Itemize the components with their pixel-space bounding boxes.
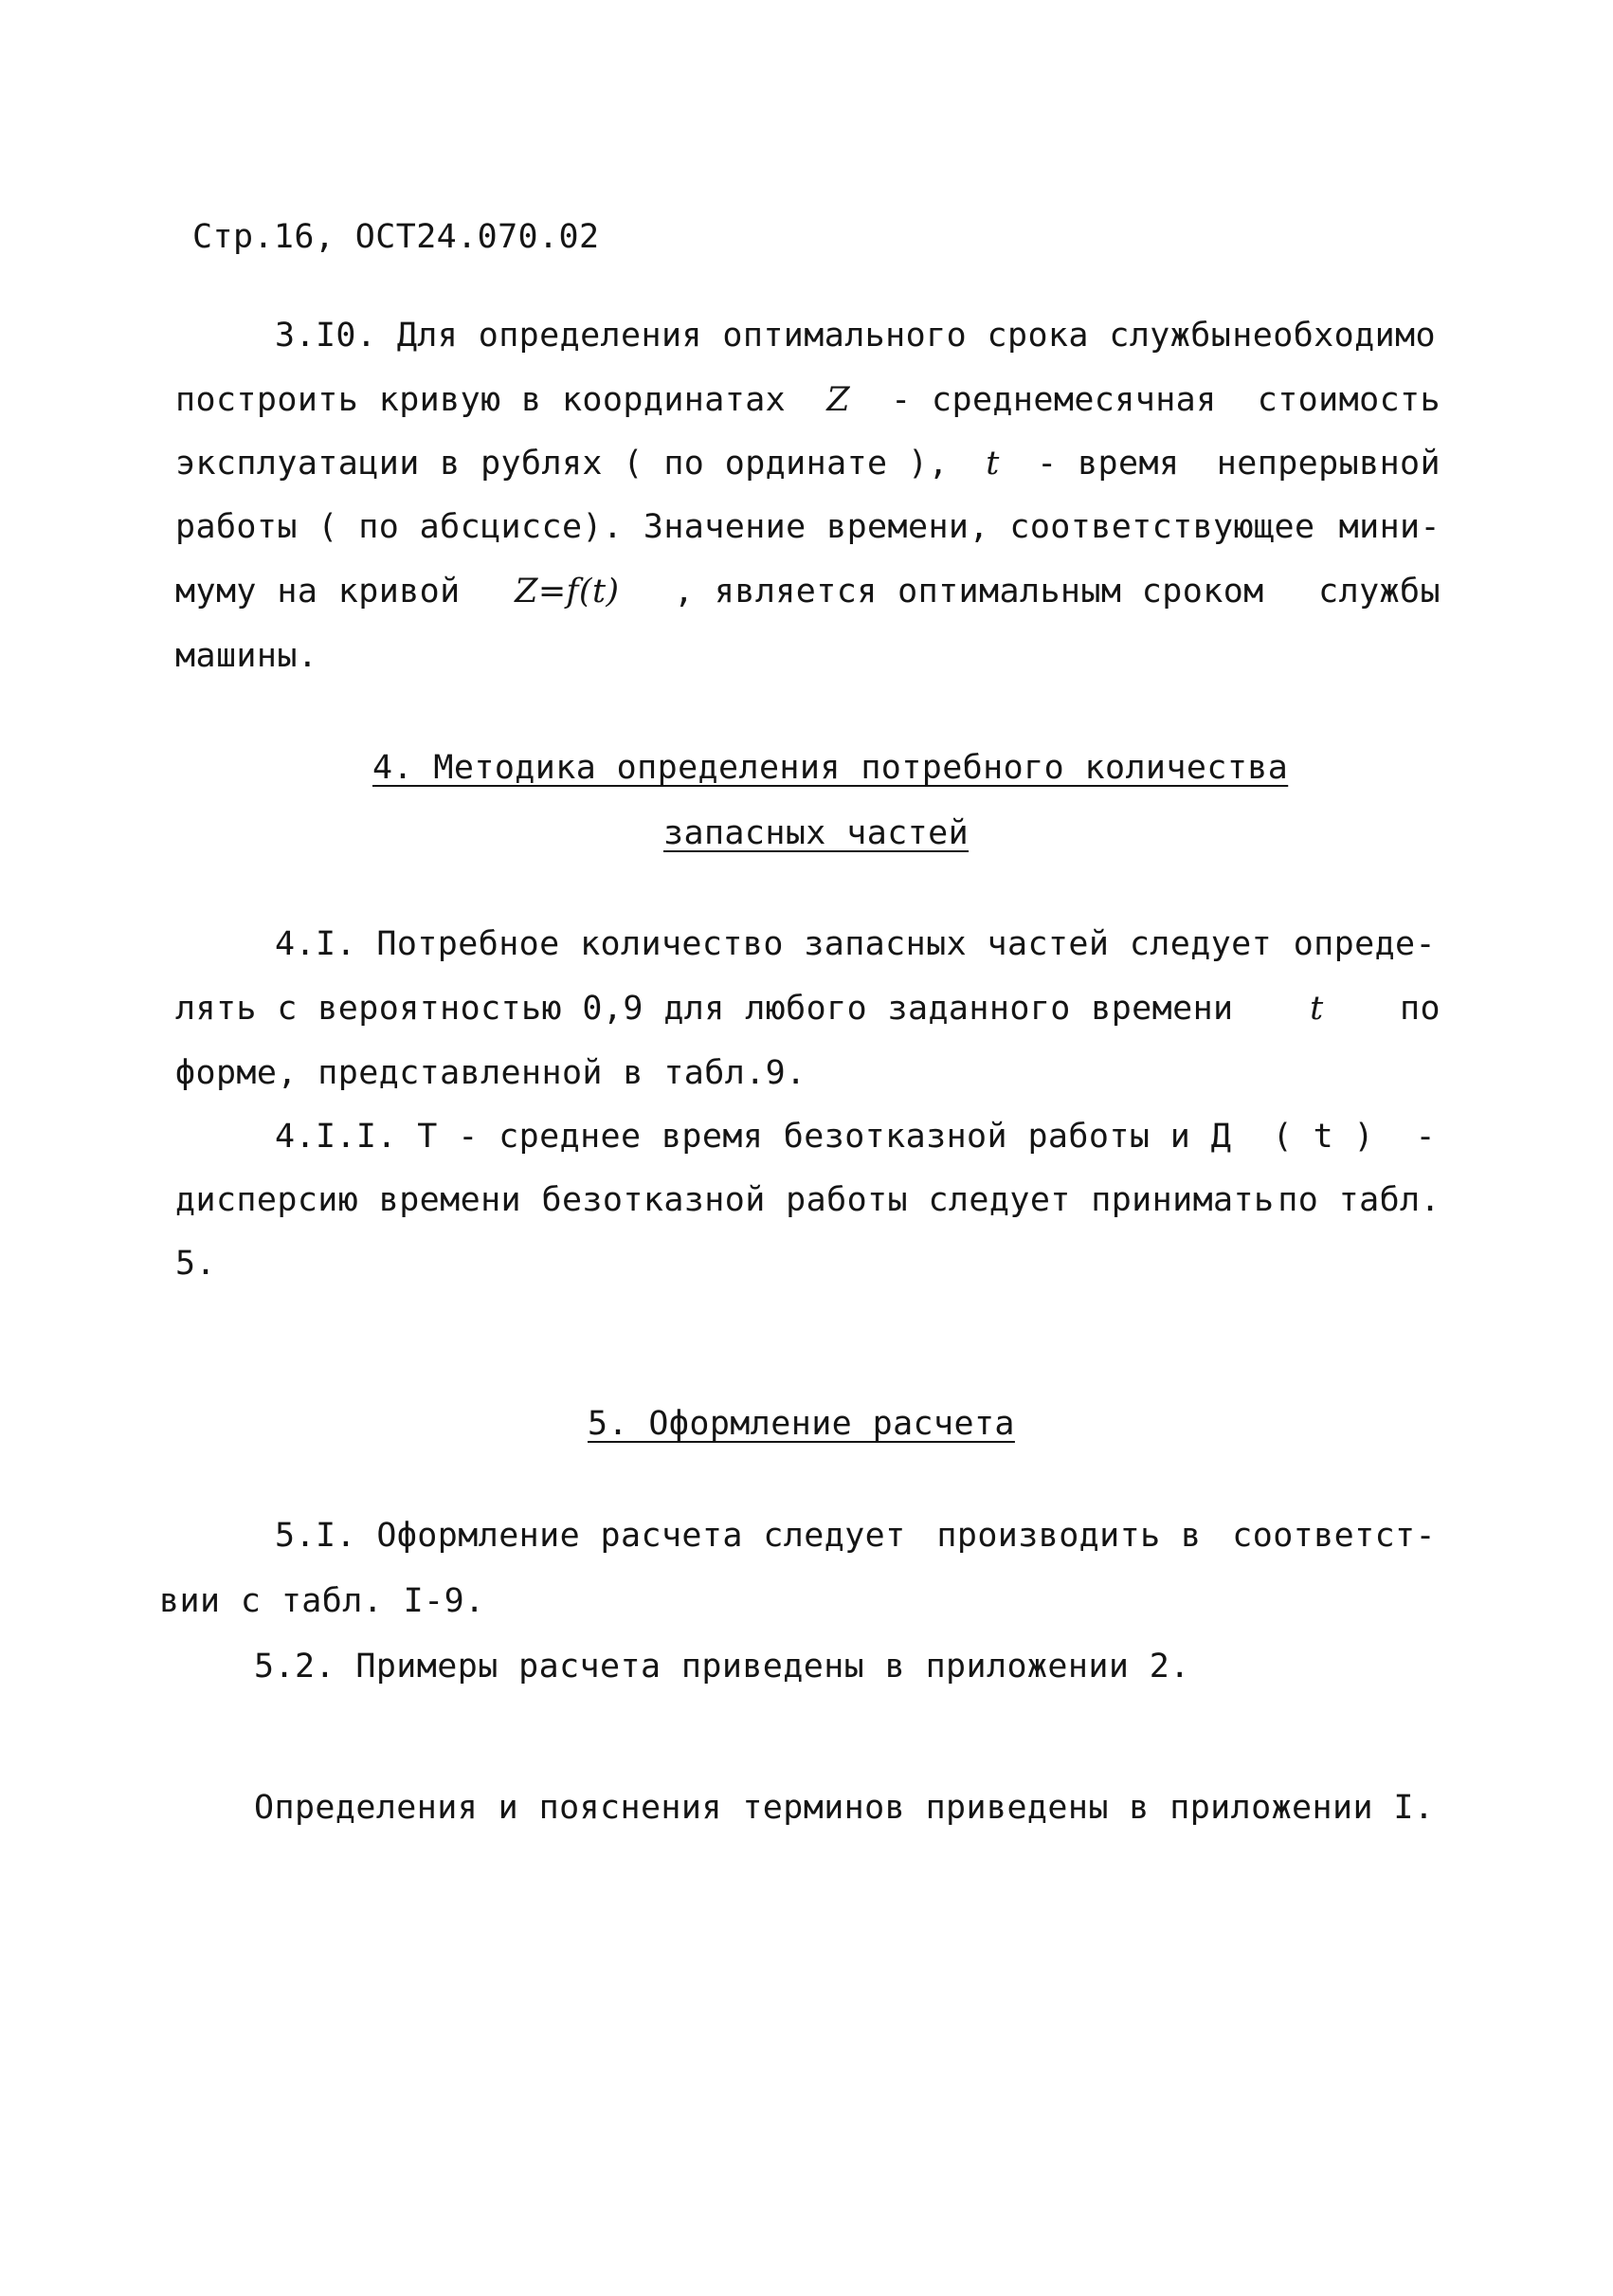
paragraph-3-10-line-6: машины. [175, 637, 318, 675]
paragraph-4-1-1-line-3: 5. [175, 1245, 216, 1283]
formula-z-f-t: Z=f(t) [515, 573, 620, 610]
symbol-t: t [1310, 990, 1324, 1028]
section-4-title-line-1: 4. Методика определения потребного количества [372, 749, 1289, 787]
dispersion-argument: ( t ) [1272, 1118, 1375, 1156]
terms-note: Определения и пояснения терминов приведены в приложении I. [254, 1789, 1435, 1827]
paragraph-4-1-line-2: лять с вероятностью 0,9 для любого заданного времени t по [175, 990, 1441, 1028]
paragraph-4-1-line-3: форме, представленной в табл.9. [175, 1054, 806, 1092]
page-reference: Стр.16, ОСТ24.070.02 [192, 218, 600, 256]
paragraph-5-1-line-1: 5.I. Оформление расчета следует производить в соответст- [275, 1517, 1436, 1555]
paragraph-4-1-line-1: 4.I. Потребное количество запасных частей следует опреде- [275, 925, 1436, 963]
paragraph-3-10-line-5: муму на кривой Z=f(t) , является оптимальным сроком службы [175, 573, 1441, 610]
paragraph-5-2: 5.2. Примеры расчета приведены в приложении 2. [254, 1648, 1190, 1686]
paragraph-5-1-line-2: вии с табл. I-9. [159, 1582, 485, 1620]
section-5-title: 5. Оформление расчета [588, 1405, 1015, 1443]
paragraph-3-10-line-1: 3.I0. Для определения оптимального срока службы необходимо [275, 317, 1436, 355]
paragraph-4-1-1-line-1: 4.I.I. Т - среднее время безотказной работы и Д ( t ) - [275, 1118, 1436, 1156]
section-4-title-line-2: запасных частей [663, 814, 970, 852]
paragraph-4-1-1-line-2: дисперсию времени безотказной работы следует принимать по табл. [175, 1181, 1441, 1219]
paragraph-3-10-line-4: работы ( по абсциссе). Значение времени, соответствующее мини- [175, 508, 1441, 546]
symbol-z: Z [826, 381, 850, 419]
paragraph-3-10-line-3: эксплуатации в рублях ( по ординате ), t - время непрерывной [175, 445, 1441, 483]
symbol-t: t [986, 445, 1000, 483]
paragraph-3-10-line-2: построить кривую в координатах Z - среднемесячная стоимость [175, 381, 1441, 419]
